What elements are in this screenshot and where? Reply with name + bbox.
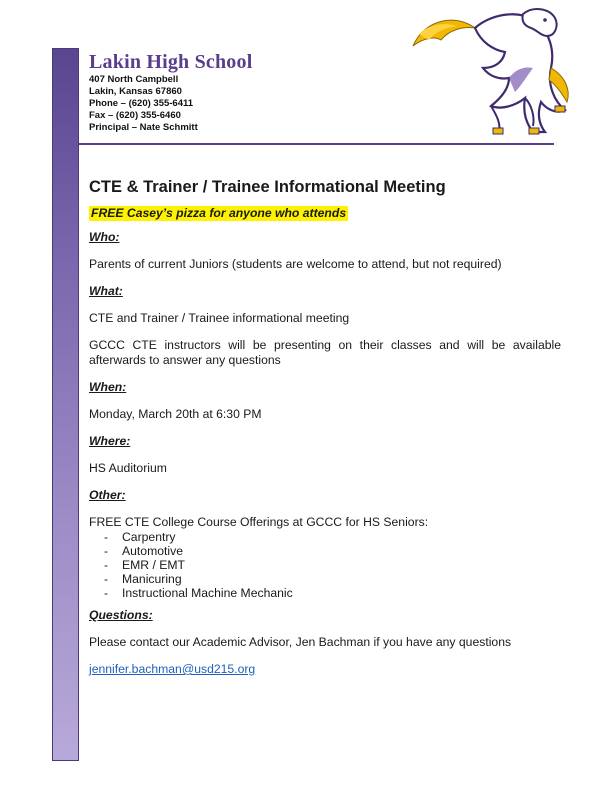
course-list <box>89 530 561 600</box>
document-body <box>89 176 561 677</box>
header-divider <box>79 143 554 145</box>
list-item: - Instructional Machine Mechanic <box>89 586 561 600</box>
who-text: Parents of current Juniors (students are welcome to attend, but not required) <box>89 257 502 271</box>
mustang-horse-icon <box>405 6 575 138</box>
questions-label: Questions: <box>89 608 153 622</box>
sidebar-bar <box>52 48 79 761</box>
who-label: Who: <box>89 230 120 244</box>
phone-line: Phone – (620) 355-6411 <box>89 98 194 109</box>
list-item: - Manicuring <box>89 572 561 586</box>
page-title: CTE & Trainer / Trainee Informational Meeting <box>89 178 446 196</box>
list-item: - EMR / EMT <box>89 558 561 572</box>
promo-highlight: FREE Casey’s pizza for anyone who attends <box>91 206 347 220</box>
when-text: Monday, March 20th at 6:30 PM <box>89 407 262 421</box>
school-name: Lakin High School <box>89 51 253 73</box>
other-text: FREE CTE College Course Offerings at GCCC for HS Seniors: <box>89 515 429 529</box>
principal-line: Principal – Nate Schmitt <box>89 122 198 133</box>
where-label: Where: <box>89 434 131 448</box>
email-link-text[interactable]: jennifer.bachman@usd215.org <box>89 662 256 676</box>
when-label: When: <box>89 380 127 394</box>
address-line: 407 North Campbell <box>89 74 179 85</box>
address-line: Lakin, Kansas 67860 <box>89 86 182 97</box>
letterhead <box>89 50 252 134</box>
where-text: HS Auditorium <box>89 461 167 475</box>
questions-text: Please contact our Academic Advisor, Jen Bachman if you have any questions <box>89 635 512 649</box>
other-label: Other: <box>89 488 126 502</box>
what-detail: GCCC CTE instructors will be presenting on their classes and will be available afterwards to answer any questions <box>89 338 561 367</box>
contact-email-link[interactable] <box>89 662 561 677</box>
fax-line: Fax – (620) 355-6460 <box>89 110 181 121</box>
list-item: - Automotive <box>89 544 561 558</box>
list-item: - Carpentry <box>89 530 561 544</box>
what-label: What: <box>89 284 123 298</box>
what-text: CTE and Trainer / Trainee informational meeting <box>89 311 350 325</box>
